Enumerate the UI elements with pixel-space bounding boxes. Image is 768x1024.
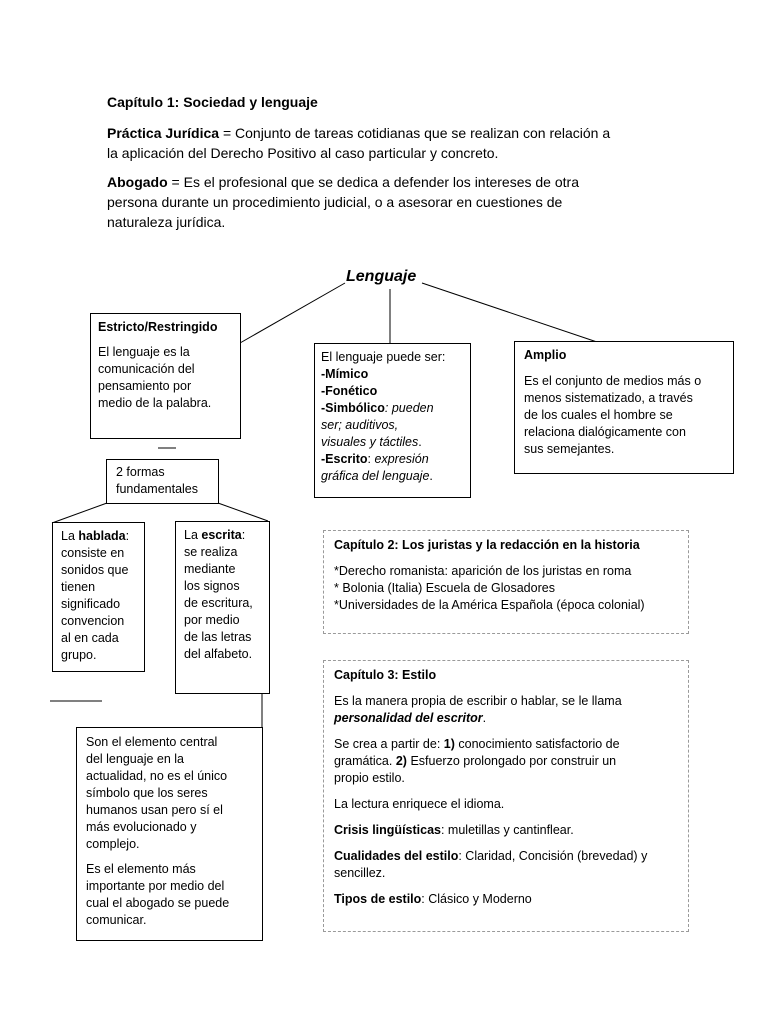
chapter3-box xyxy=(323,660,689,932)
tipos-lenguaje-box xyxy=(314,343,471,498)
chapter2-item: *Derecho romanista: aparición de los juristas en roma xyxy=(334,564,632,578)
chapter2-item: *Universidades de la América Española (época colonial) xyxy=(334,598,645,612)
abogado-definition: Abogado = Es el profesional que se dedica a defender los intereses de otra persona durante un procedimiento judicial, o a asesorar en cuestiones de naturaleza jurídica. xyxy=(107,174,579,230)
chapter3-cualidades: Cualidades del estilo: Claridad, Concisión (brevedad) y sencillez. xyxy=(334,849,648,880)
chapter3-origen: Se crea a partir de: 1) conocimiento satisfactorio de gramática. 2) Esfuerzo prolongado por construir un propio estilo. xyxy=(334,737,620,785)
chapter2-box xyxy=(323,530,689,634)
tipos-lenguaje-text: El lenguaje puede ser: -Mímico -Fonético -Simbólico: pueden ser; auditivos, visuales y táctiles. -Escrito: expresión gráfica del lenguaje. xyxy=(321,350,446,483)
elemento-para1: Son el elemento central del lenguaje en la actualidad, no es el único símbolo que los seres humanos usan pero sí el más evolucionado y complejo. xyxy=(86,735,228,851)
chapter3-definition: Es la manera propia de escribir o hablar, se le llama personalidad del escritor. xyxy=(334,694,622,725)
amplio-title: Amplio xyxy=(524,348,567,362)
chapter3-tipos: Tipos de estilo: Clásico y Moderno xyxy=(334,892,532,906)
estricto-box xyxy=(90,313,241,439)
connector-formas-left xyxy=(52,503,107,523)
practica-term: Práctica Jurídica xyxy=(107,125,220,141)
hablada-text: La hablada: consiste en sonidos que tienen significado convencion al en cada grupo. xyxy=(61,529,130,662)
hablada-box xyxy=(52,522,145,672)
escrita-text: La escrita: se realiza mediante los signos de escritura, por medio de las letras del alfabeto. xyxy=(184,528,253,661)
amplio-box xyxy=(514,341,734,474)
estricto-title: Estricto/Restringido xyxy=(98,320,218,334)
abogado-term: Abogado xyxy=(107,174,168,190)
amplio-text: Es el conjunto de medios más o menos sistematizado, a través de los cuales el hombre se relaciona dialógicamente con sus semejantes. xyxy=(524,374,702,456)
formas-box xyxy=(106,459,219,504)
estricto-text: El lenguaje es la comunicación del pensamiento por medio de la palabra. xyxy=(98,345,212,410)
practica-definition: Práctica Jurídica = Conjunto de tareas cotidianas que se realizan con relación a la aplicación del Derecho Positivo al caso particular y concreto. xyxy=(107,125,611,161)
chapter1-title: Capítulo 1: Sociedad y lenguaje xyxy=(107,94,318,110)
connector-root-right xyxy=(422,283,597,342)
elemento-para2: Es el elemento más importante por medio del cual el abogado se puede comunicar. xyxy=(86,862,230,927)
chapter2-title: Capítulo 2: Los juristas y la redacción en la historia xyxy=(334,538,640,552)
chapter3-title: Capítulo 3: Estilo xyxy=(334,668,437,682)
connector-root-left xyxy=(240,283,345,343)
diagram-root-title: Lenguaje xyxy=(346,268,417,285)
chapter3-lectura: La lectura enriquece el idioma. xyxy=(334,797,505,811)
formas-text: 2 formas fundamentales xyxy=(116,465,199,496)
chapter2-item: * Bolonia (Italia) Escuela de Glosadores xyxy=(334,581,555,595)
chapter2-list xyxy=(334,563,678,614)
chapter3-crisis: Crisis lingüísticas: muletillas y cantinflear. xyxy=(334,823,574,837)
escrita-box xyxy=(175,521,270,694)
elemento-central-box xyxy=(76,727,263,941)
connector-formas-right xyxy=(218,503,268,521)
